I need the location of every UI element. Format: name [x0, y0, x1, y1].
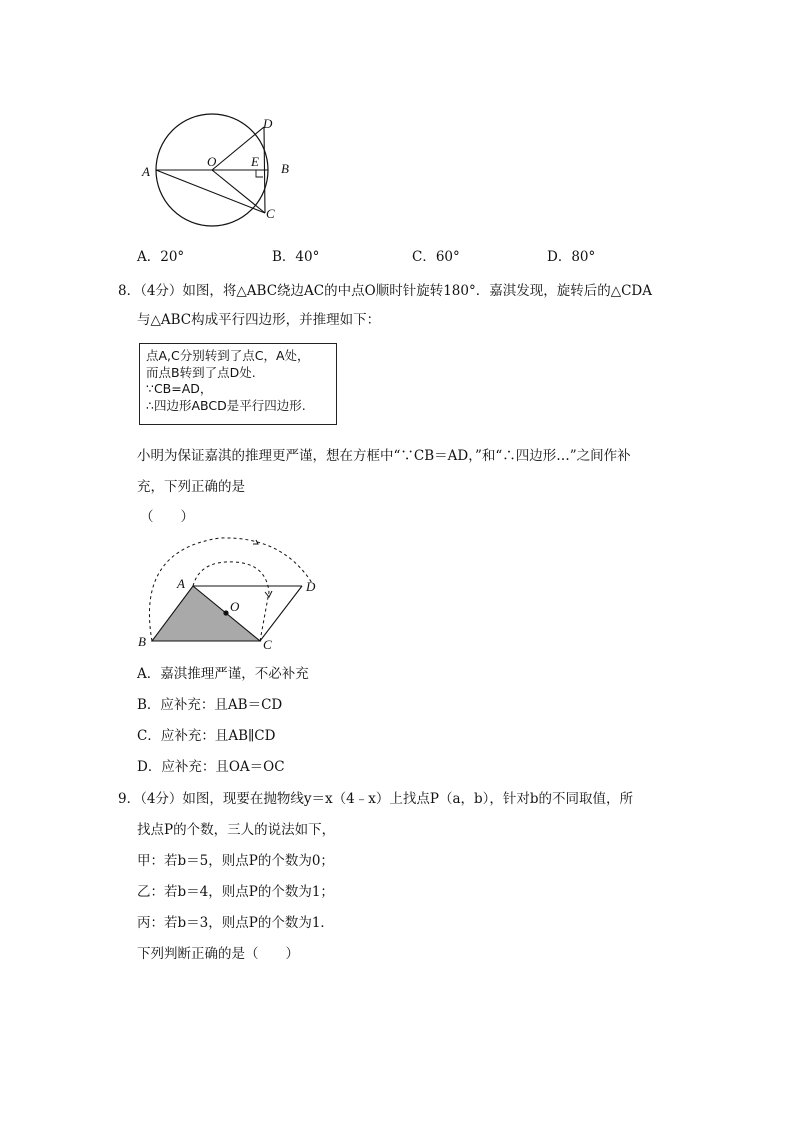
label-E: E: [251, 154, 259, 169]
q8-stem-line1: 8．（4分）如图，将△ABC绕边AC的中点O顺时针旋转180°．嘉淇发现，旋转后的△CDA: [118, 283, 653, 299]
reasoning-box: [139, 343, 337, 425]
label-O: O: [207, 154, 217, 169]
box-line-4: ∴四边形ABCD是平行四边形.: [146, 397, 306, 413]
box-line-1: 点A,C分别转到了点C，A处，: [146, 348, 310, 363]
q8-option-c[interactable]: C．应补充：且AB∥CD: [137, 728, 276, 744]
q7-option-d[interactable]: D．80°: [547, 249, 596, 265]
q8-option-a[interactable]: A．嘉淇推理严谨，不必补充: [137, 666, 309, 682]
label-A2: A: [177, 576, 185, 591]
circle-figure: [135, 105, 305, 235]
q8-prompt-line1: 小明为保证嘉淇的推理更严谨，想在方框中“∵CB＝AD，”和“∴四边形…”之间作补: [137, 448, 631, 464]
q9-stem-line2: 找点P的个数，三人的说法如下，: [137, 822, 336, 838]
label-C: C: [266, 206, 275, 221]
label-C2: C: [263, 637, 272, 652]
q8-option-d[interactable]: D．应补充：且OA＝OC: [137, 759, 285, 775]
label-D: D: [263, 116, 273, 131]
label-O2: O: [230, 599, 240, 614]
box-line-3: ∵CB=AD，: [146, 381, 213, 396]
q7-option-b[interactable]: B．40°: [272, 249, 320, 265]
q8-option-b[interactable]: B．应补充：且AB＝CD: [137, 697, 283, 713]
q8-answer-paren: （ ）: [140, 509, 194, 525]
q8-stem-line2: 与△ABC构成平行四边形，并推理如下：: [137, 312, 381, 328]
box-line-2: 而点B转到了点D处.: [146, 364, 256, 380]
q7-option-c[interactable]: C．60°: [412, 249, 460, 265]
label-A: A: [142, 164, 150, 179]
q7-option-a[interactable]: A．20°: [137, 249, 185, 265]
q9-claim-bing: 丙：若b＝3，则点P的个数为1．: [137, 915, 334, 931]
label-B: B: [281, 161, 289, 176]
q8-prompt-line2: 充，下列正确的是: [137, 479, 245, 495]
q9-stem-line1: 9．（4分）如图，现要在抛物线y＝x（4﹣x）上找点P（a，b），针对b的不同取值，所: [118, 791, 634, 807]
q9-question: 下列判断正确的是（ ）: [137, 946, 299, 962]
q9-claim-jia: 甲：若b＝5，则点P的个数为0；: [137, 853, 334, 869]
label-B2: B: [138, 634, 146, 649]
q9-claim-yi: 乙：若b＝4，则点P的个数为1；: [137, 884, 334, 900]
rotation-figure: [132, 532, 332, 654]
label-D2: D: [306, 579, 316, 594]
